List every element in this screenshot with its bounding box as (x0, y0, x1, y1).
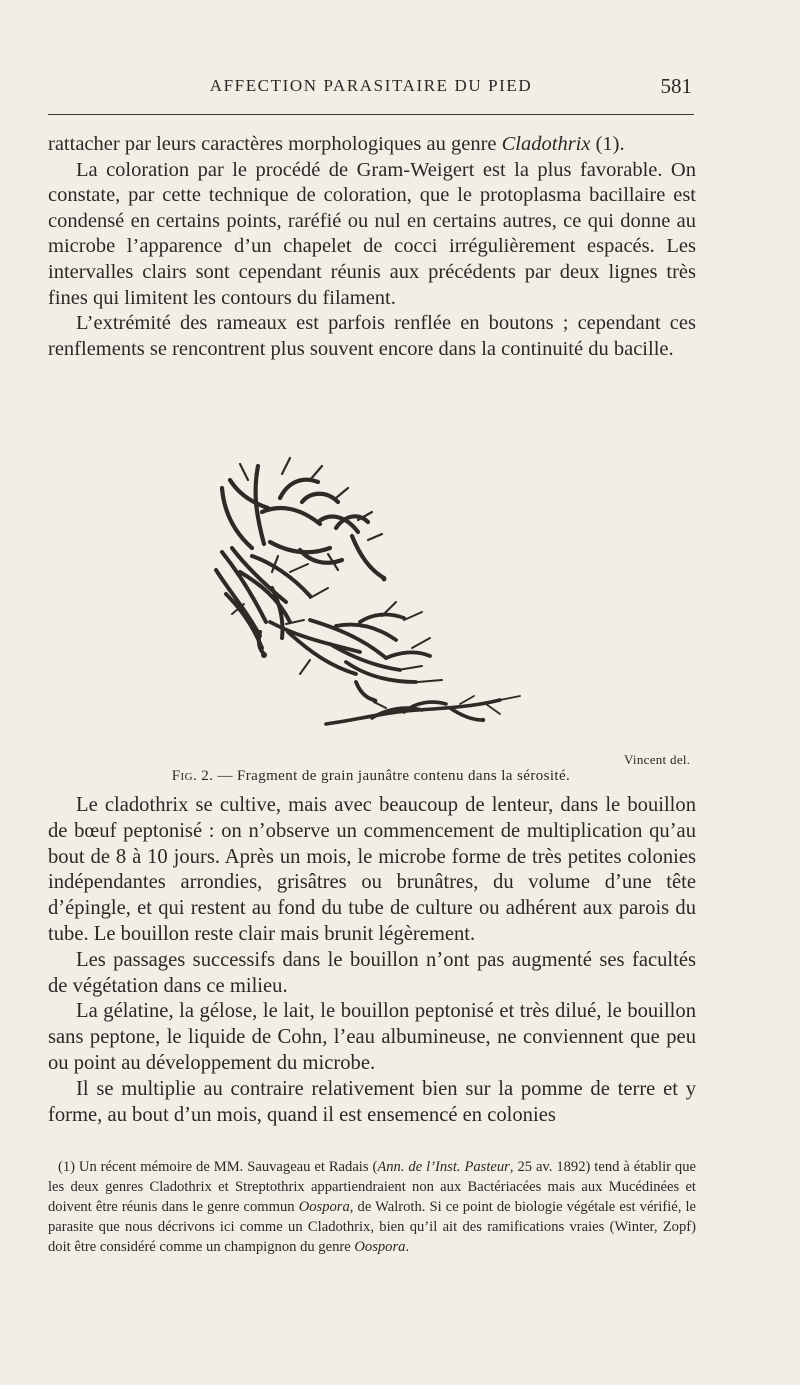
paragraph-text: La coloration par le procédé de Gram-Weigert est la plus favorable. On constate, par cette technique de coloration, que le protoplasma bacillaire est condensé en certains points, raréfié ou nul en certains autres, ce qui donne au microbe l’apparence d’un chapelet de cocci irrégulièrement espacés. Les intervalles clairs sont cependant réunis aux précédents par deux lignes très fines qui limitent les contours du filament. (48, 158, 696, 309)
figure-caption-text: — Fragment de grain jaunâtre contenu dans la sérosité. (213, 768, 571, 784)
footnote-ref: (1). (590, 133, 625, 155)
lower-text (48, 793, 696, 1128)
paragraph-text: L’extrémité des rameaux est parfois renflée en boutons ; cependant ces renflements se rencontrent plus souvent encore dans la continuité du bacille. (48, 312, 696, 360)
footnote-text (48, 1157, 696, 1257)
footnote-part: . (405, 1239, 410, 1255)
footnote (48, 1157, 696, 1257)
page-number: 581 (660, 74, 692, 98)
paragraph-text: rattacher par leurs caractères morphologiques au genre (48, 133, 502, 155)
page-header (48, 74, 694, 104)
running-title: AFFECTION PARASITAIRE DU PIED (209, 76, 533, 95)
paragraph-milieux: La gélatine, la gélose, le lait, le bouillon peptonisé et très dilué, le bouillon sans peptone, le liquide de Cohn, l’eau albumineuse, ne conviennent que peu ou point au développement du microbe. (48, 1000, 696, 1074)
upper-text (48, 132, 696, 362)
genus-name: Cladothrix (501, 133, 591, 155)
figure-illustration (160, 452, 700, 752)
genus-name: Oospora (298, 1199, 350, 1215)
journal-title: Ann. de l’Inst. Pasteur (377, 1159, 510, 1175)
paragraph-continuation (48, 132, 696, 158)
figure-label: Fig. 2. (171, 768, 214, 784)
footnote-part: (1) Un récent mémoire de MM. Sauvageau et Radais ( (58, 1159, 378, 1175)
paragraph-coloration (48, 158, 696, 312)
figure-credit: Vincent del. (624, 752, 691, 767)
paragraph-passages: Les passages successifs dans le bouillon n’ont pas augmenté ses facultés de végétation dans ce milieu. (48, 948, 696, 997)
paragraph-extremite (48, 311, 696, 362)
paragraph-pomme-de-terre: Il se multiplie au contraire relativement bien sur la pomme de terre et y forme, au bout d’un mois, quand il est ensemencé en colonies (48, 1077, 696, 1126)
cladothrix-drawing (160, 452, 700, 752)
paragraph-culture: Le cladothrix se cultive, mais avec beaucoup de lenteur, dans le bouillon de bœuf peptonisé : on n’observe un commencement de multiplication qu’au bout de 8 à 10 jours. Après un mois, le microbe forme de très petites colonies indépendantes arrondies, grisâtres ou brunâtres, du volume d’une tête d’épingle, et qui restent au fond du tube de culture ou adhérent aux parois du tube. Le bouillon reste clair mais brunit légèrement. (48, 794, 696, 945)
header-rule (48, 114, 694, 115)
genus-name: Oospora (354, 1239, 406, 1255)
footnote-part: , de Walroth. Si ce point de biologie végétale est vérifié, le parasite que nous décrivons ici comme un Cladothrix, bien qu’il ait des ramifications vraies (Winter, Zopf) doit être considéré comme un champignon du genre (48, 1199, 697, 1255)
figure-caption (48, 768, 694, 785)
footnote-part: , 25 av. 1892) tend à établir que les deux genres Cladothrix et Streptothrix appartiendraient non aux Bactériacées mais aux Mucédinées et doivent être réunis dans le genre commun (48, 1159, 697, 1215)
